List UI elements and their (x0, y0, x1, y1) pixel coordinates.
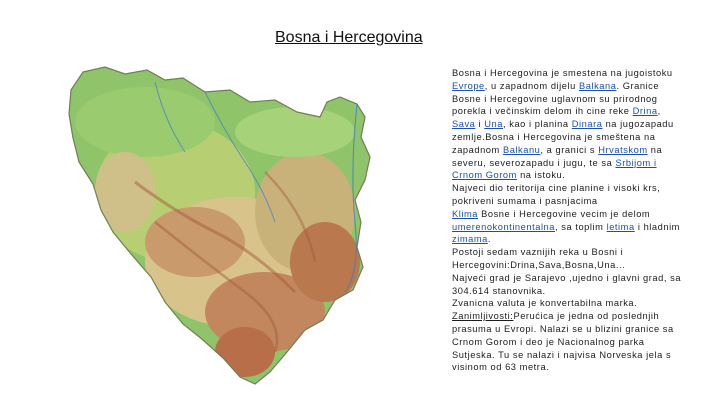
link-balkana[interactable]: Balkana (578, 80, 617, 91)
link-una[interactable]: Una (484, 119, 503, 130)
link-drina[interactable]: Drina (632, 106, 658, 117)
link-dinara[interactable]: Dinara (571, 119, 603, 130)
page-title: Bosna i Hercegovina (275, 29, 423, 46)
link-zimama[interactable]: zimama (452, 234, 488, 245)
link-srbijom-crnom-gorom[interactable]: Srbijom i Crnom Gorom (452, 157, 657, 181)
link-evrope[interactable]: Evrope (452, 80, 485, 91)
link-balkanu[interactable]: Balkanu (502, 144, 541, 155)
paragraph-climate: Klima Bosne i Hercegovine vecim je delom umerenokontinentalna, sa toplim letima i hladnim zimama. (452, 208, 680, 245)
paragraph-currency: Zvanicna valuta je konvertabilna marka. (452, 298, 638, 309)
description-text (452, 67, 684, 374)
paragraph-rivers: Postoji sedam vaznijih reka u Bosni i Hercegovini:Drina,Sava,Bosna,Una... (452, 247, 626, 270)
paragraph-trivia: Zanimljivosti:Perućica je jedna od poslednjih prasuma u Evropi. Nalazi se u blizini granice sa Crnom Gorom i deo je Nacionalnog parka Sutjeska. Tu se nalazi i najvisa Norveska jela s visinom od 63 metra. (452, 311, 674, 373)
link-klima[interactable]: Klima (452, 208, 478, 219)
link-sava[interactable]: Sava (452, 119, 476, 130)
link-umerenokontinentalna[interactable]: umerenokontinentalna (452, 221, 556, 232)
paragraph-terrain: Najveci dio teritorija cine planine i visoki krs, pokriveni sumama i pasnjacima (452, 183, 661, 206)
link-letima[interactable]: letima (606, 221, 635, 232)
link-hrvatskom[interactable]: Hrvatskom (598, 144, 648, 155)
bosnia-relief-map (65, 62, 435, 390)
paragraph-capital: Najveći grad je Sarajevo ,ujedno i glavni grad, sa 304.614 stanovnika. (452, 272, 682, 296)
paragraph-geography: Bosna i Hercegovina je smestena na jugoistoku Evrope, u zapadnom dijelu Balkana. Granice Bosne i Hercegovine uglavnom su prirodnog porekla i večinskim delom ih cine reke Drina, Sava i Una, kao i planina Dinara na jugozapadu zemlje.Bosna i Hercegovina je smeštena na zapadnom Balkanu, a granici s Hrvatskom na severu, severozapadu i jugu, te sa Srbijom i Crnom Gorom na istoku. (452, 68, 674, 181)
